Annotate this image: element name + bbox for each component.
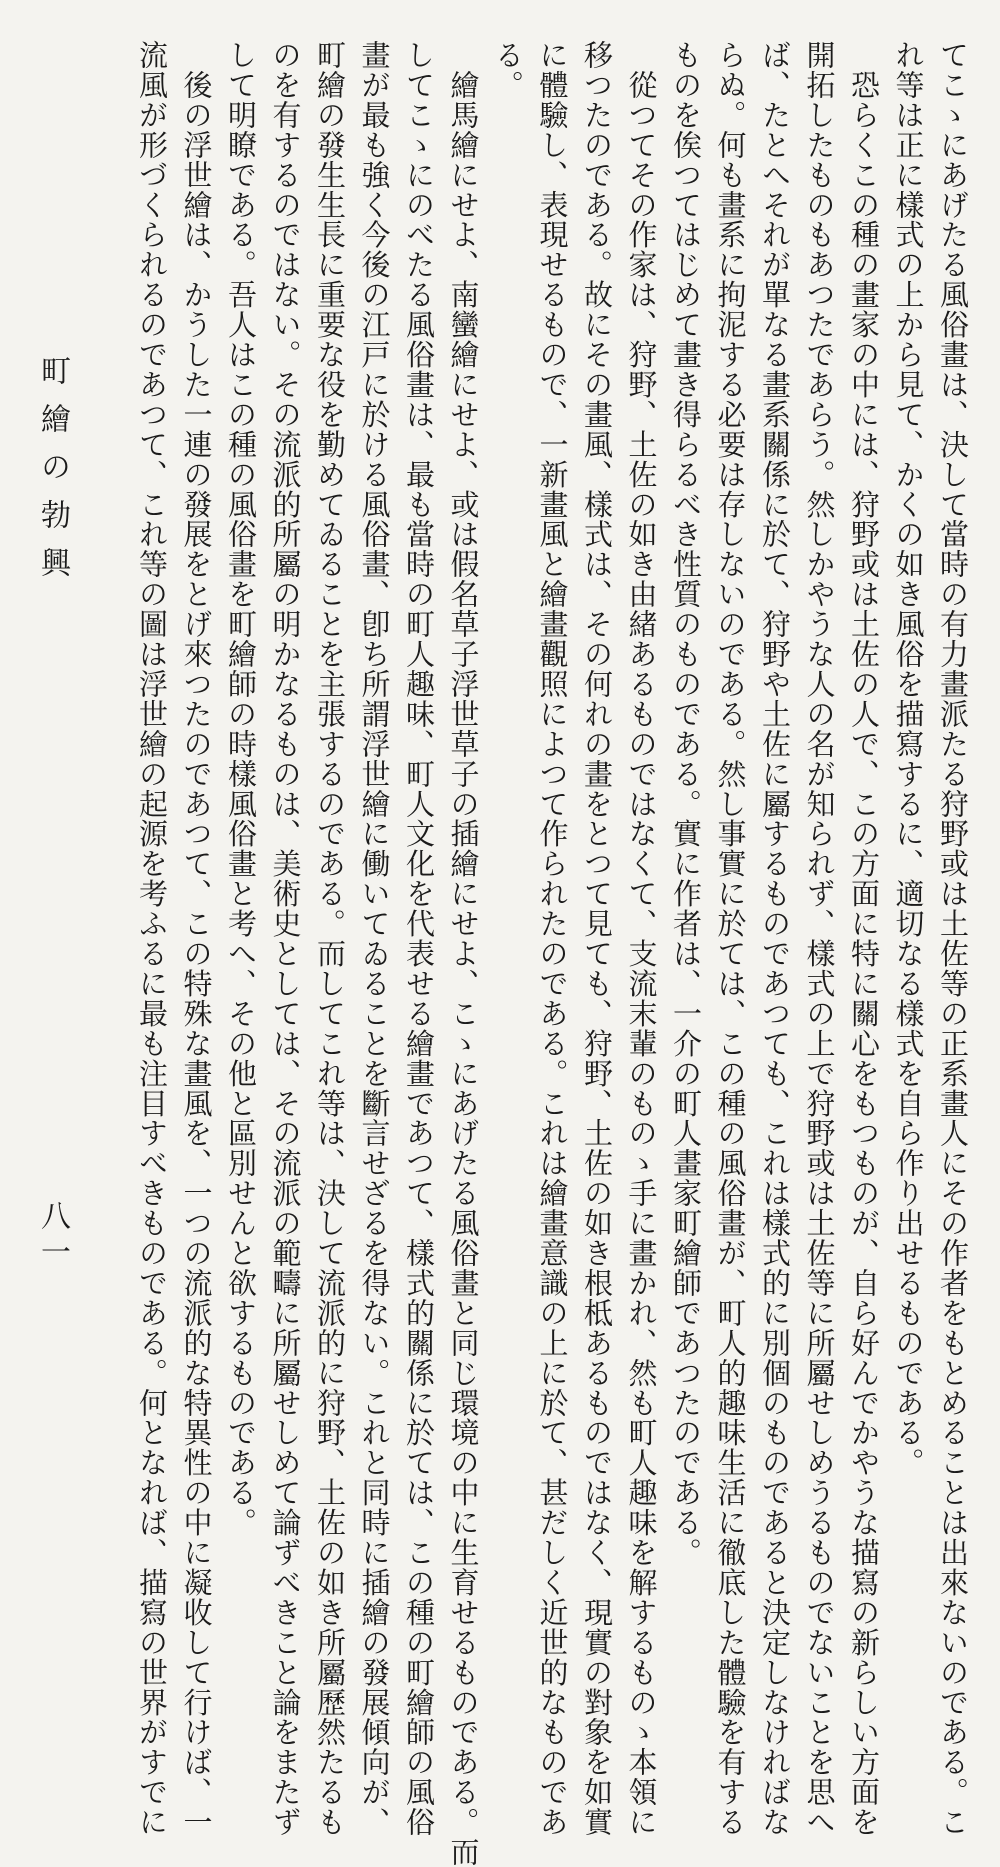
text-line: 恐らくこの種の畫家の中には、狩野或は土佐の人で、この方面に特に關心をもつものが、自ら好んでかやうな描寫の新らしい方面を xyxy=(847,40,881,1837)
text-line: 繪馬繪にせよ、南蠻繪にせよ、或は假名草子浮世草子の插繪にせよ、こゝにあげたる風俗畫と同じ環境の中に生育せるものである。而 xyxy=(446,40,481,1867)
text-line: 町繪の發生生長に重要な役を勤めてゐることを主張するのである。而してこれ等は、決して流派的に狩野、土佐の如き所屬歷然たるも xyxy=(313,40,347,1837)
text-line: 從つてその作家は、狩野、土佐の如き由緒あるものではなくて、支流末輩のものゝ手に畫かれ、然も町人趣味を解するものゝ本領に xyxy=(624,40,659,1837)
text-line: ものを俟つてはじめて畫き得らるべき性質のものである。實に作者は、一介の町人畫家町繪師であつたのである。 xyxy=(669,40,703,1568)
text-line: して明瞭である。吾人はこの種の風俗畫を町繪師の時樣風俗畫と考へ、その他と區別せんと欲するものである。 xyxy=(224,40,258,1538)
text-line: 畫が最も強く今後の江戸に於ける風俗畫、卽ち所謂浮世繪に働いてゐることを斷言せざるを得ない。これと同時に插繪の發展傾向が、 xyxy=(357,40,392,1837)
text-line: る。 xyxy=(491,40,525,100)
text-line: してこゝにのべたる風俗畫は、最も當時の町人趣味、町人文化を代表せる繪畫であつて、樣式的關係に於ては、この種の町繪師の風俗 xyxy=(402,40,436,1837)
text-line: 開拓したものもあつたであらう。然しかやうな人の名が知られず、樣式の上で狩野或は土佐等に所屬せしめうるものでないことを思へ xyxy=(802,40,837,1837)
body-text xyxy=(95,40,975,1867)
text-line: てこゝにあげたる風俗畫は、決して當時の有力畫派たる狩野或は土佐等の正系畫人にその作者をもとめることは出來ないのである。こ xyxy=(936,40,970,1837)
text-line: らぬ。何も畫系に拘泥する必要は存しないのである。然し事實に於ては、この種の風俗畫が、町人的趣味生活に徹底した體驗を有する xyxy=(713,40,748,1837)
text-line: ば、たとへそれが單なる畫系關係に於て、狩野や土佐に屬するものであつても、これは樣式的に別個のものであると決定しなければな xyxy=(758,40,792,1837)
page-number: 八一 xyxy=(35,1200,70,1272)
text-line: に體驗し、表現せるもので、一新畫風と繪畫觀照によつて作られたのである。これは繪畫意識の上に於て、甚だしく近世的なものであ xyxy=(535,40,570,1837)
text-line: 移つたのである。故にその畫風、樣式は、その何れの畫をとつて見ても、狩野、土佐の如き根柢あるものではなく、現實の對象を如實 xyxy=(580,40,614,1837)
text-line: のを有するのではない。その流派的所屬の明かなるものは、美術史としては、その流派の範疇に所屬せしめて論ずべきこと論をまたず xyxy=(268,40,303,1837)
running-head: 町繪の勃興 xyxy=(35,355,70,595)
text-line: 流風が形づくられるのであつて、これ等の圖は浮世繪の起源を考ふるに最も注目すべきものである。何となれば、描寫の世界がすでに xyxy=(135,40,169,1837)
text-line: 後の浮世繪は、かうした一連の發展をとげ來つたのであつて、この特殊な畫風を、一つの流派的な特異性の中に凝收して行けば、一 xyxy=(179,40,214,1837)
text-line: れ等は正に樣式の上から見て、かくの如き風俗を描寫するに、適切なる樣式を自ら作り出せるものである。 xyxy=(891,40,926,1478)
